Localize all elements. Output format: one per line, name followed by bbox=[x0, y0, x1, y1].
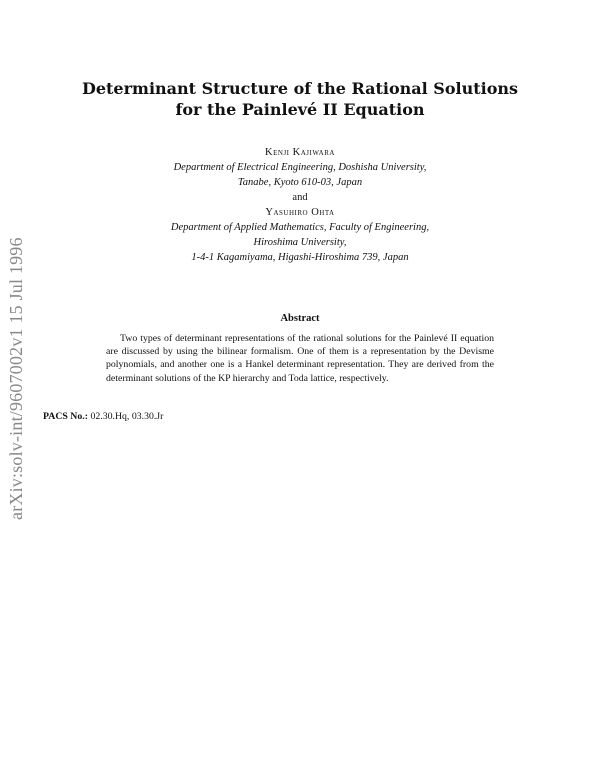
pacs-numbers bbox=[43, 411, 163, 422]
author-affiliation-1-line-2: Tanabe, Kyoto 610-03, Japan bbox=[237, 177, 363, 188]
author-affiliation-1-line-1: Department of Electrical Engineering, Doshisha University, bbox=[173, 162, 427, 173]
arxiv-identifier-stamp: arXiv:solv-int/9607002v1 15 Jul 1996 bbox=[6, 237, 26, 520]
paper-title bbox=[60, 78, 540, 120]
abstract-text: Two types of determinant representations of the rational solutions for the Painlevé II equation are discussed by using the bilinear formalism. One of them is a representation by the Devisme polynomials, and another one is a Hankel determinant representation. They are derived from the determinant solutions of the KP hierarchy and Toda lattice, respectively. bbox=[106, 333, 494, 384]
author-affiliation-2-line-3: 1-4-1 Kagamiyama, Higashi-Hiroshima 739, Japan bbox=[191, 252, 409, 263]
pacs-label: PACS No.: bbox=[43, 411, 88, 422]
author-name-2: Yasuhiro Ohta bbox=[265, 207, 335, 218]
author-conjunction: and bbox=[292, 192, 308, 203]
author-affiliation-2-line-2: Hiroshima University, bbox=[253, 237, 347, 248]
author-affiliation-2-line-1: Department of Applied Mathematics, Faculty of Engineering, bbox=[170, 222, 430, 233]
abstract-heading: Abstract bbox=[280, 313, 320, 324]
author-name-1: Kenji Kajiwara bbox=[265, 147, 335, 158]
author-block bbox=[60, 145, 540, 265]
paper-title-line-1: Determinant Structure of the Rational Solutions bbox=[81, 79, 519, 98]
pacs-value: 02.30.Hq, 03.30.Jr bbox=[90, 411, 164, 422]
paper-title-line-2: for the Painlevé II Equation bbox=[175, 100, 425, 119]
